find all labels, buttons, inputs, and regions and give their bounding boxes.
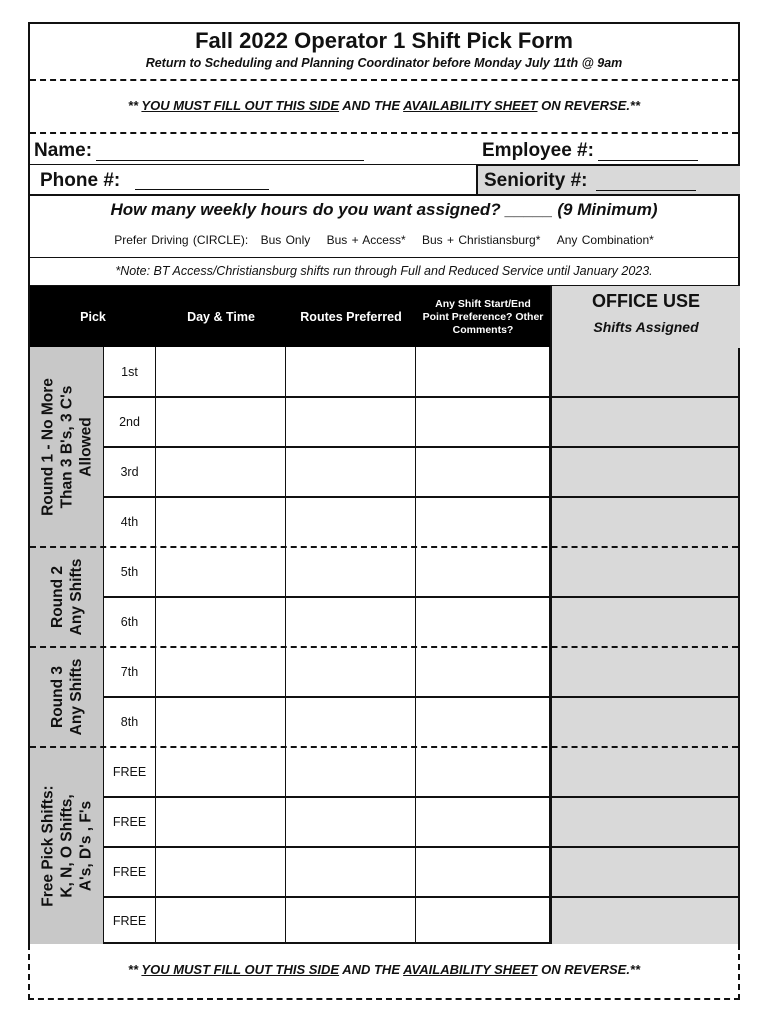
routes-field[interactable] (286, 597, 416, 647)
header-office-use (550, 286, 740, 348)
day-time-field[interactable] (156, 747, 286, 797)
office-assigned-cell (550, 797, 738, 847)
routes-field[interactable] (286, 797, 416, 847)
phone-field[interactable] (135, 189, 269, 190)
comments-field[interactable] (416, 897, 550, 944)
office-use-title: OFFICE USE (591, 291, 700, 311)
service-note: *Note: BT Access/Christiansburg shifts run through Full and Reduced Service until January 2023. (30, 257, 738, 285)
bottom-notice-box (28, 944, 740, 1000)
pick-row (104, 597, 738, 647)
day-time-field[interactable] (156, 397, 286, 447)
pick-number: FREE (104, 847, 156, 897)
routes-field[interactable] (286, 397, 416, 447)
name-label: Name: (34, 140, 93, 161)
pick-number: FREE (104, 897, 156, 944)
free-pick-label: Free Pick Shifts: K, N, O Shifts, A's, D's , F's (39, 784, 94, 907)
notice-fill-side: YOU MUST FILL OUT THIS SIDE (141, 962, 340, 977)
pick-row (104, 547, 738, 597)
round-divider (30, 546, 738, 548)
employee-label: Employee #: (482, 140, 594, 161)
day-time-field[interactable] (156, 547, 286, 597)
employee-field[interactable] (598, 160, 698, 161)
row-divider (104, 446, 738, 448)
comments-field[interactable] (416, 397, 550, 447)
office-assigned-cell (550, 347, 738, 397)
form-title: Fall 2022 Operator 1 Shift Pick Form (195, 28, 573, 53)
round-2-label: Round 2 Any Shifts (48, 558, 85, 636)
pick-row (104, 847, 738, 897)
day-time-field[interactable] (156, 697, 286, 747)
comments-field[interactable] (416, 597, 550, 647)
comments-field[interactable] (416, 347, 550, 397)
phone-label: Phone #: (40, 170, 121, 191)
comments-field[interactable] (416, 497, 550, 547)
bottom-notice: ** YOU MUST FILL OUT THIS SIDE AND THE AVAILABILITY SHEET ON REVERSE.** (127, 962, 641, 977)
seniority-box (476, 164, 740, 196)
routes-field[interactable] (286, 697, 416, 747)
day-time-field[interactable] (156, 847, 286, 897)
pick-number: 6th (104, 597, 156, 647)
pick-number: 1st (104, 347, 156, 397)
pick-number: 8th (104, 697, 156, 747)
seniority-label: Seniority #: (484, 170, 588, 191)
office-assigned-cell (550, 547, 738, 597)
driving-label: Prefer Driving (CIRCLE): (114, 233, 249, 247)
round-2-label-block (30, 547, 104, 647)
pick-number: FREE (104, 747, 156, 797)
pick-number: FREE (104, 797, 156, 847)
pick-row (104, 647, 738, 697)
round-1-label: Round 1 - No More Than 3 B's, 3 C's Allowed (39, 378, 94, 516)
pick-row (104, 447, 738, 497)
office-assigned-cell (550, 847, 738, 897)
round-3-label-block (30, 647, 104, 747)
routes-field[interactable] (286, 647, 416, 697)
row-divider (104, 596, 738, 598)
routes-field[interactable] (286, 547, 416, 597)
seniority-field[interactable] (596, 190, 696, 191)
pick-number: 5th (104, 547, 156, 597)
row-divider (104, 796, 738, 798)
table-header (30, 285, 738, 347)
pick-number: 2nd (104, 397, 156, 447)
day-time-field[interactable] (156, 447, 286, 497)
office-use-subtitle: Shifts Assigned (593, 319, 699, 335)
office-assigned-cell (550, 497, 738, 547)
day-time-field[interactable] (156, 647, 286, 697)
pick-row (104, 697, 738, 747)
header-other-comments: Any Shift Start/End Point Preference? Other Comments? (422, 297, 544, 336)
day-time-field[interactable] (156, 497, 286, 547)
comments-field[interactable] (416, 647, 550, 697)
row-divider (104, 396, 738, 398)
comments-field[interactable] (416, 797, 550, 847)
notice-availability: AVAILABILITY SHEET (403, 98, 538, 113)
top-notice: ** YOU MUST FILL OUT THIS SIDE AND THE AVAILABILITY SHEET ON REVERSE.** (127, 98, 641, 113)
round-divider (30, 746, 738, 748)
pick-number: 4th (104, 497, 156, 547)
routes-field[interactable] (286, 747, 416, 797)
day-time-field[interactable] (156, 347, 286, 397)
driving-option-bus-only[interactable]: Bus Only (260, 233, 311, 247)
comments-field[interactable] (416, 547, 550, 597)
name-row (30, 134, 738, 164)
office-assigned-cell (550, 447, 738, 497)
hours-question: How many weekly hours do you want assigned? _____ (9 Minimum) (110, 200, 658, 219)
office-assigned-cell (550, 747, 738, 797)
row-divider (104, 896, 738, 898)
driving-option-bus-access[interactable]: Bus + Access* (326, 233, 406, 247)
form-subtitle: Return to Scheduling and Planning Coordinator before Monday July 11th @ 9am (145, 56, 623, 70)
pick-number: 3rd (104, 447, 156, 497)
day-time-field[interactable] (156, 597, 286, 647)
routes-field[interactable] (286, 447, 416, 497)
phone-row (30, 164, 738, 196)
round-3-label: Round 3 Any Shifts (48, 658, 85, 736)
pick-number: 7th (104, 647, 156, 697)
round-1-label-block (30, 347, 104, 547)
comments-field[interactable] (416, 847, 550, 897)
row-divider (104, 696, 738, 698)
office-assigned-cell (550, 897, 738, 944)
comments-field[interactable] (416, 697, 550, 747)
driving-option-any[interactable]: Any Combination* (556, 233, 654, 247)
pick-row (104, 497, 738, 547)
routes-field[interactable] (286, 347, 416, 397)
day-time-field[interactable] (156, 797, 286, 847)
routes-field[interactable] (286, 497, 416, 547)
pick-row (104, 747, 738, 797)
routes-field[interactable] (286, 897, 416, 944)
round-divider (30, 646, 738, 648)
office-assigned-cell (550, 597, 738, 647)
pick-row (104, 347, 738, 397)
driving-option-bus-christiansburg[interactable]: Bus + Christiansburg* (422, 233, 541, 247)
header-day-time: Day & Time (187, 310, 255, 324)
row-divider (104, 846, 738, 848)
day-time-field[interactable] (156, 897, 286, 944)
divider (30, 79, 738, 81)
shift-pick-form (28, 22, 740, 944)
notice-availability: AVAILABILITY SHEET (403, 962, 538, 977)
office-assigned-cell (550, 647, 738, 697)
driving-preference (30, 233, 738, 247)
header-pick: Pick (80, 310, 106, 324)
notice-fill-side: YOU MUST FILL OUT THIS SIDE (141, 98, 340, 113)
pick-table (30, 347, 738, 944)
name-field[interactable] (96, 160, 364, 161)
comments-field[interactable] (416, 447, 550, 497)
routes-field[interactable] (286, 847, 416, 897)
pick-row (104, 397, 738, 447)
office-assigned-cell (550, 697, 738, 747)
comments-field[interactable] (416, 747, 550, 797)
pick-row (104, 897, 738, 944)
row-divider (104, 496, 738, 498)
office-assigned-cell (550, 397, 738, 447)
pick-row (104, 797, 738, 847)
header-routes: Routes Preferred (300, 310, 402, 324)
free-pick-label-block (30, 747, 104, 944)
